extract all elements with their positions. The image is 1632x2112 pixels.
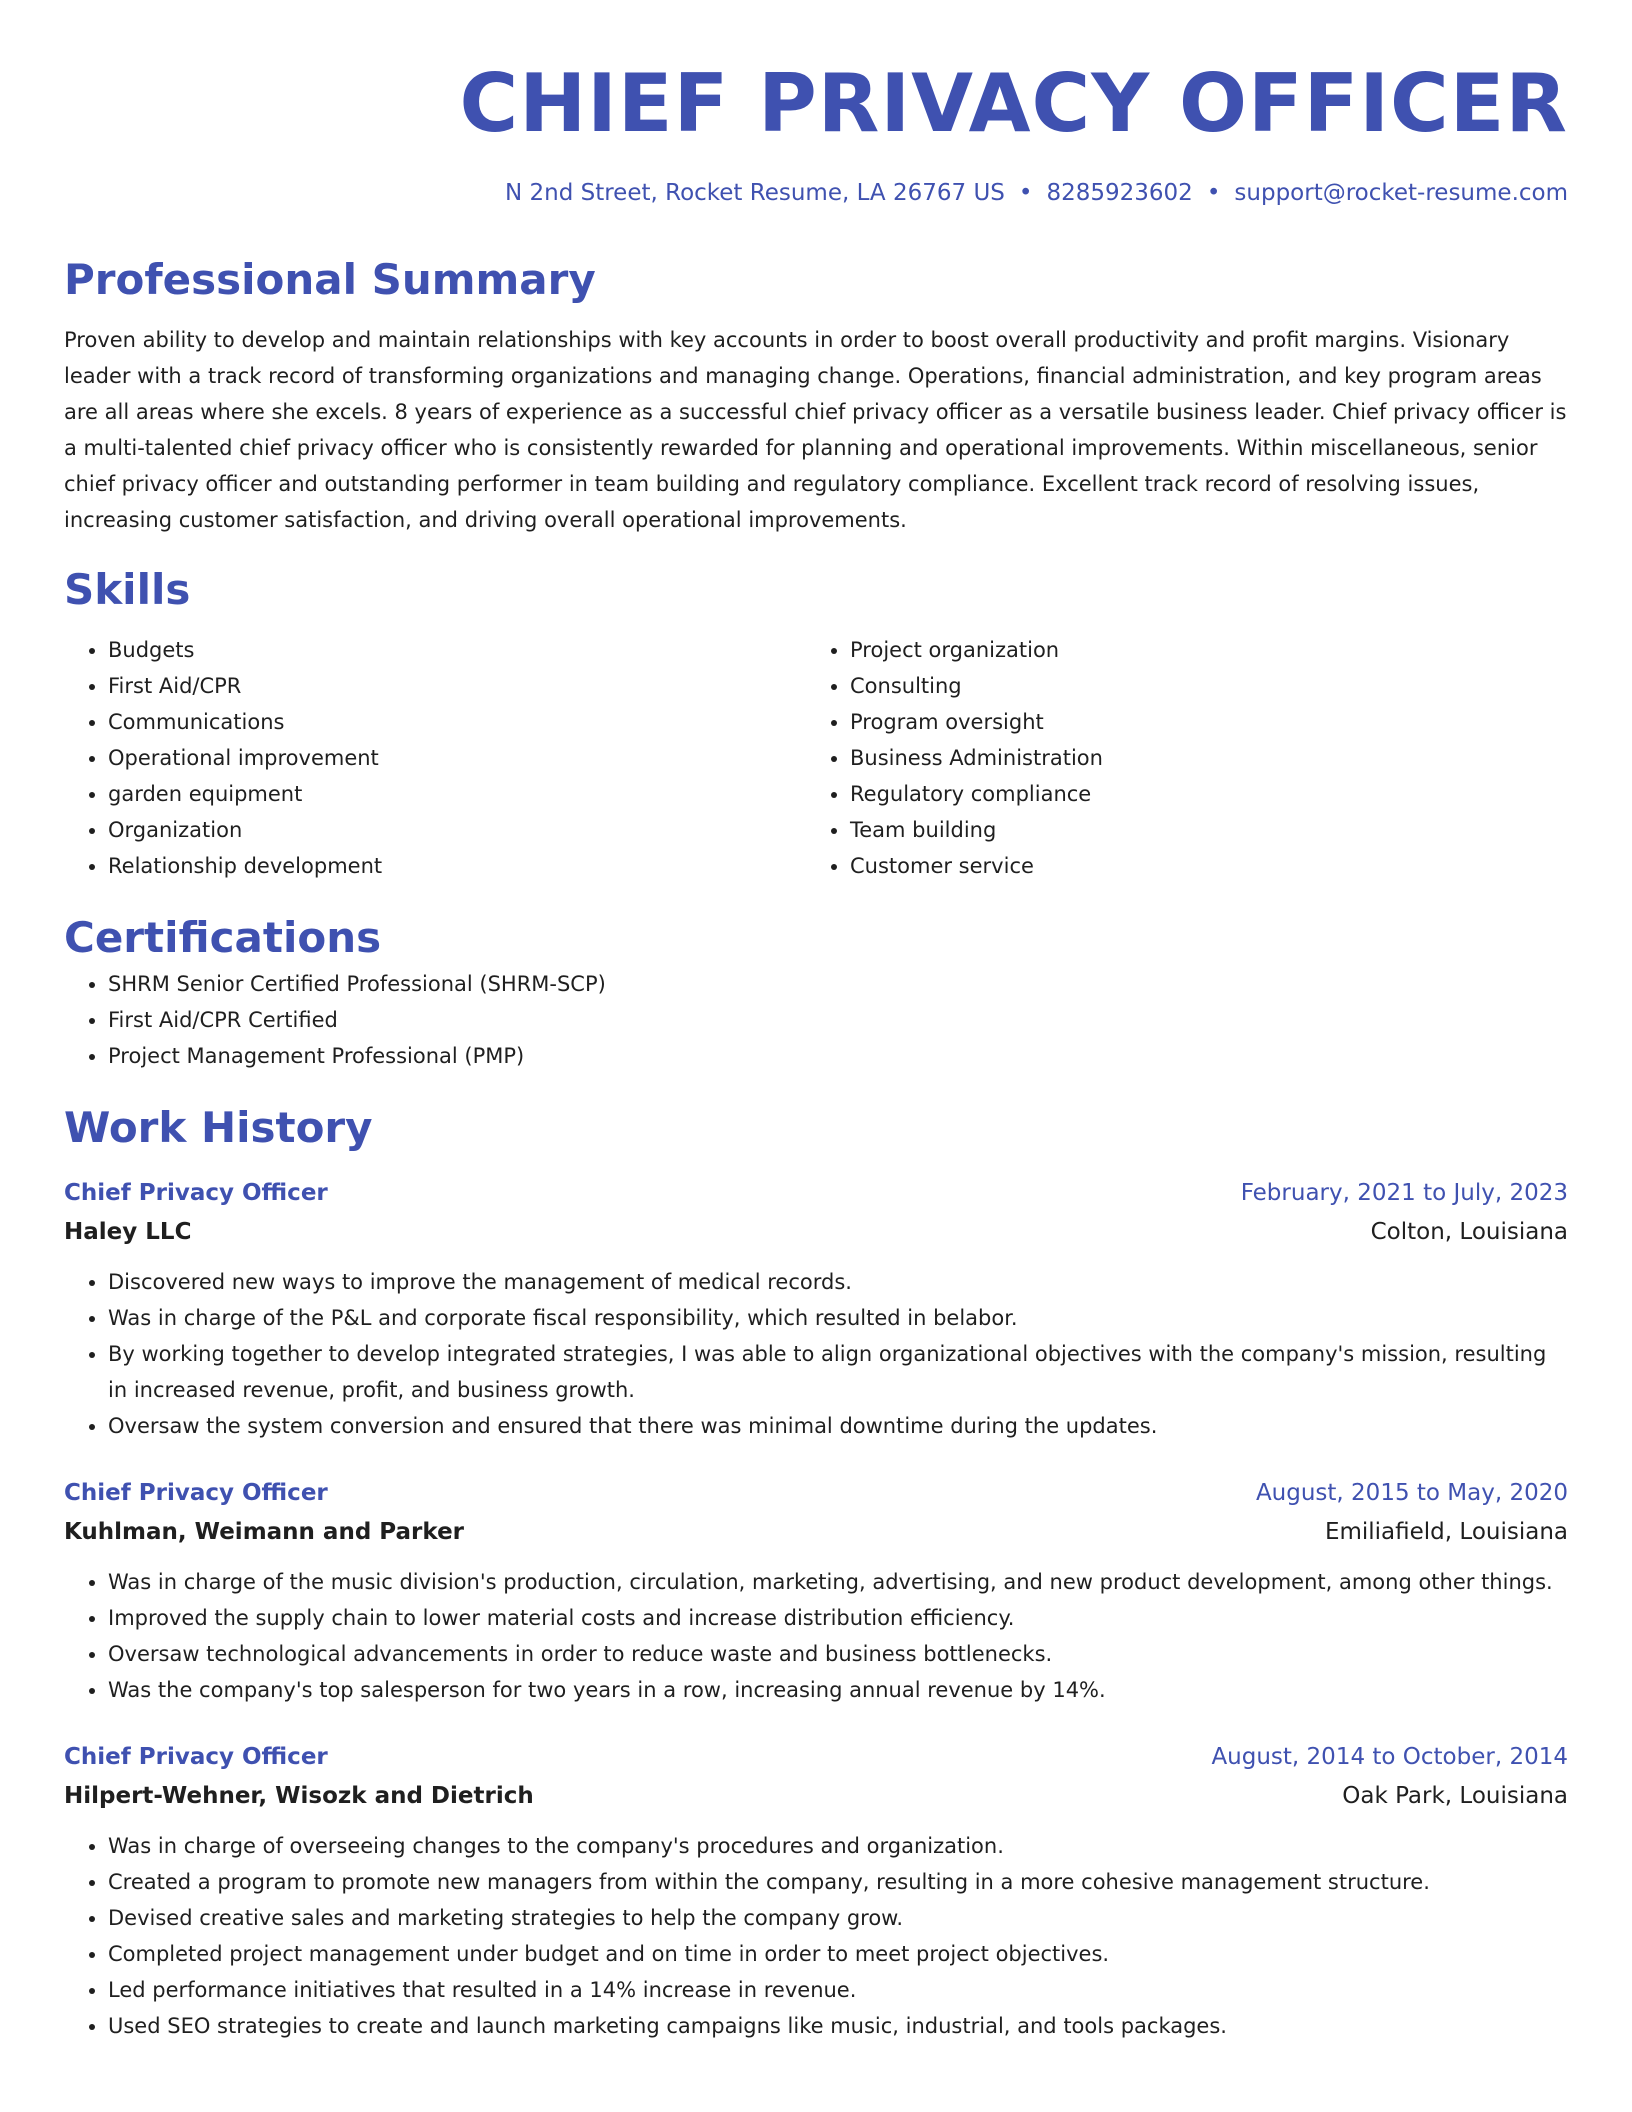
job-header-row xyxy=(64,1174,1568,1212)
page-title: CHIEF PRIVACY OFFICER xyxy=(459,57,1568,150)
job-bullet: • Was in charge of overseeing changes to the company's procedures and organization. xyxy=(108,1828,1568,1864)
job-dates: August, 2015 to May, 2020 xyxy=(1255,1480,1568,1506)
skills-heading: Skills xyxy=(64,565,191,614)
skill-item: • Team building xyxy=(850,812,1548,848)
job-bullet: • Oversaw technological advancements in order to reduce waste and business bottlenecks. xyxy=(108,1636,1568,1672)
skills-list-right xyxy=(806,632,1548,884)
job-dates: August, 2014 to October, 2014 xyxy=(1211,1744,1568,1770)
job-bullets xyxy=(64,1828,1568,2044)
job-location: Emiliafield, Louisiana xyxy=(1324,1519,1568,1545)
job-bullet: • Led performance initiatives that resulted in a 14% increase in revenue. xyxy=(108,1972,1568,2008)
skill-item: • Regulatory compliance xyxy=(850,776,1548,812)
job-title: Chief Privacy Officer xyxy=(64,1180,328,1206)
job-bullet: • Was in charge of the music division's production, circulation, marketing, advertising, and new product development, among other things. xyxy=(108,1564,1568,1600)
certifications-list xyxy=(64,966,1568,1074)
job-entry xyxy=(64,1474,1568,1708)
job-company-row xyxy=(64,1512,1568,1552)
certification-item: • First Aid/CPR Certified xyxy=(108,1002,1568,1038)
job-company: Haley LLC xyxy=(64,1219,192,1245)
skill-item: • Customer service xyxy=(850,848,1548,884)
job-dates: February, 2021 to July, 2023 xyxy=(1240,1180,1568,1206)
job-company-row xyxy=(64,1212,1568,1252)
skills-list-left xyxy=(64,632,806,884)
job-bullet: • Oversaw the system conversion and ensured that there was minimal downtime during the updates. xyxy=(108,1408,1568,1444)
phone: 8285923602 xyxy=(1046,180,1193,206)
summary-heading: Professional Summary xyxy=(64,255,596,304)
job-company: Kuhlman, Weimann and Parker xyxy=(64,1519,465,1545)
certification-item: • SHRM Senior Certified Professional (SHRM-SCP) xyxy=(108,966,1568,1002)
job-location: Oak Park, Louisiana xyxy=(1342,1783,1568,1809)
job-entry xyxy=(64,1174,1568,1444)
job-title: Chief Privacy Officer xyxy=(64,1480,328,1506)
job-bullet: • Created a program to promote new managers from within the company, resulting in a more cohesive management structure. xyxy=(108,1864,1568,1900)
summary-text: Proven ability to develop and maintain relationships with key accounts in order to boost overall productivity and profit margins. Visionary leader with a track record of transforming organizations and managing change. Operations, financial administration, and key program areas are all areas where she excels. 8 years of experience as a successful chief privacy officer as a versatile business leader. Chief privacy officer is a multi-talented chief privacy officer who is consistently rewarded for planning and operational improvements. Within miscellaneous, senior chief privacy officer and outstanding performer in team building and regulatory compliance. Excellent track record of resolving issues, increasing customer satisfaction, and driving overall operational improvements. xyxy=(64,328,1567,532)
skills-column-left xyxy=(64,632,806,884)
job-bullet: • Was in charge of the P&L and corporate fiscal responsibility, which resulted in belabor. xyxy=(108,1300,1568,1336)
separator-dot: • xyxy=(1018,180,1033,206)
job-company-row xyxy=(64,1776,1568,1816)
job-bullet: • Completed project management under budget and on time in order to meet project objectives. xyxy=(108,1936,1568,1972)
job-bullet: • Discovered new ways to improve the management of medical records. xyxy=(108,1264,1568,1300)
email-link[interactable]: support@rocket-resume.com xyxy=(1234,180,1568,206)
job-title: Chief Privacy Officer xyxy=(64,1744,328,1770)
skill-item: • Communications xyxy=(108,704,806,740)
job-bullet: • Devised creative sales and marketing strategies to help the company grow. xyxy=(108,1900,1568,1936)
skill-item: • garden equipment xyxy=(108,776,806,812)
skill-item: • Budgets xyxy=(108,632,806,668)
job-bullet: • By working together to develop integrated strategies, I was able to align organizational objectives with the company's mission, resulting in increased revenue, profit, and business growth. xyxy=(108,1336,1568,1408)
skill-item: • First Aid/CPR xyxy=(108,668,806,704)
skills-grid xyxy=(64,632,1568,884)
skill-item: • Organization xyxy=(108,812,806,848)
job-bullet: • Used SEO strategies to create and launch marketing campaigns like music, industrial, and tools packages. xyxy=(108,2008,1568,2044)
skill-item: • Relationship development xyxy=(108,848,806,884)
skill-item: • Consulting xyxy=(850,668,1548,704)
job-bullet: • Improved the supply chain to lower material costs and increase distribution efficiency. xyxy=(108,1600,1568,1636)
skill-item: • Project organization xyxy=(850,632,1548,668)
skills-column-right xyxy=(806,632,1548,884)
work-history-heading: Work History xyxy=(64,1103,373,1152)
skill-item: • Business Administration xyxy=(850,740,1548,776)
skill-item: • Operational improvement xyxy=(108,740,806,776)
separator-dot: • xyxy=(1206,180,1221,206)
job-bullet: • Was the company's top salesperson for two years in a row, increasing annual revenue by 14%. xyxy=(108,1672,1568,1708)
job-location: Colton, Louisiana xyxy=(1370,1219,1568,1245)
certifications-heading: Certifications xyxy=(64,913,382,962)
job-header-row xyxy=(64,1738,1568,1776)
job-header-row xyxy=(64,1474,1568,1512)
skill-item: • Program oversight xyxy=(850,704,1548,740)
job-entry xyxy=(64,1738,1568,2044)
certification-item: • Project Management Professional (PMP) xyxy=(108,1038,1568,1074)
job-company: Hilpert-Wehner, Wisozk and Dietrich xyxy=(64,1783,534,1809)
address: N 2nd Street, Rocket Resume, LA 26767 US xyxy=(504,180,1005,206)
job-bullets xyxy=(64,1264,1568,1444)
resume-page xyxy=(64,0,1568,2044)
job-bullets xyxy=(64,1564,1568,1708)
contact-line xyxy=(64,180,1568,206)
